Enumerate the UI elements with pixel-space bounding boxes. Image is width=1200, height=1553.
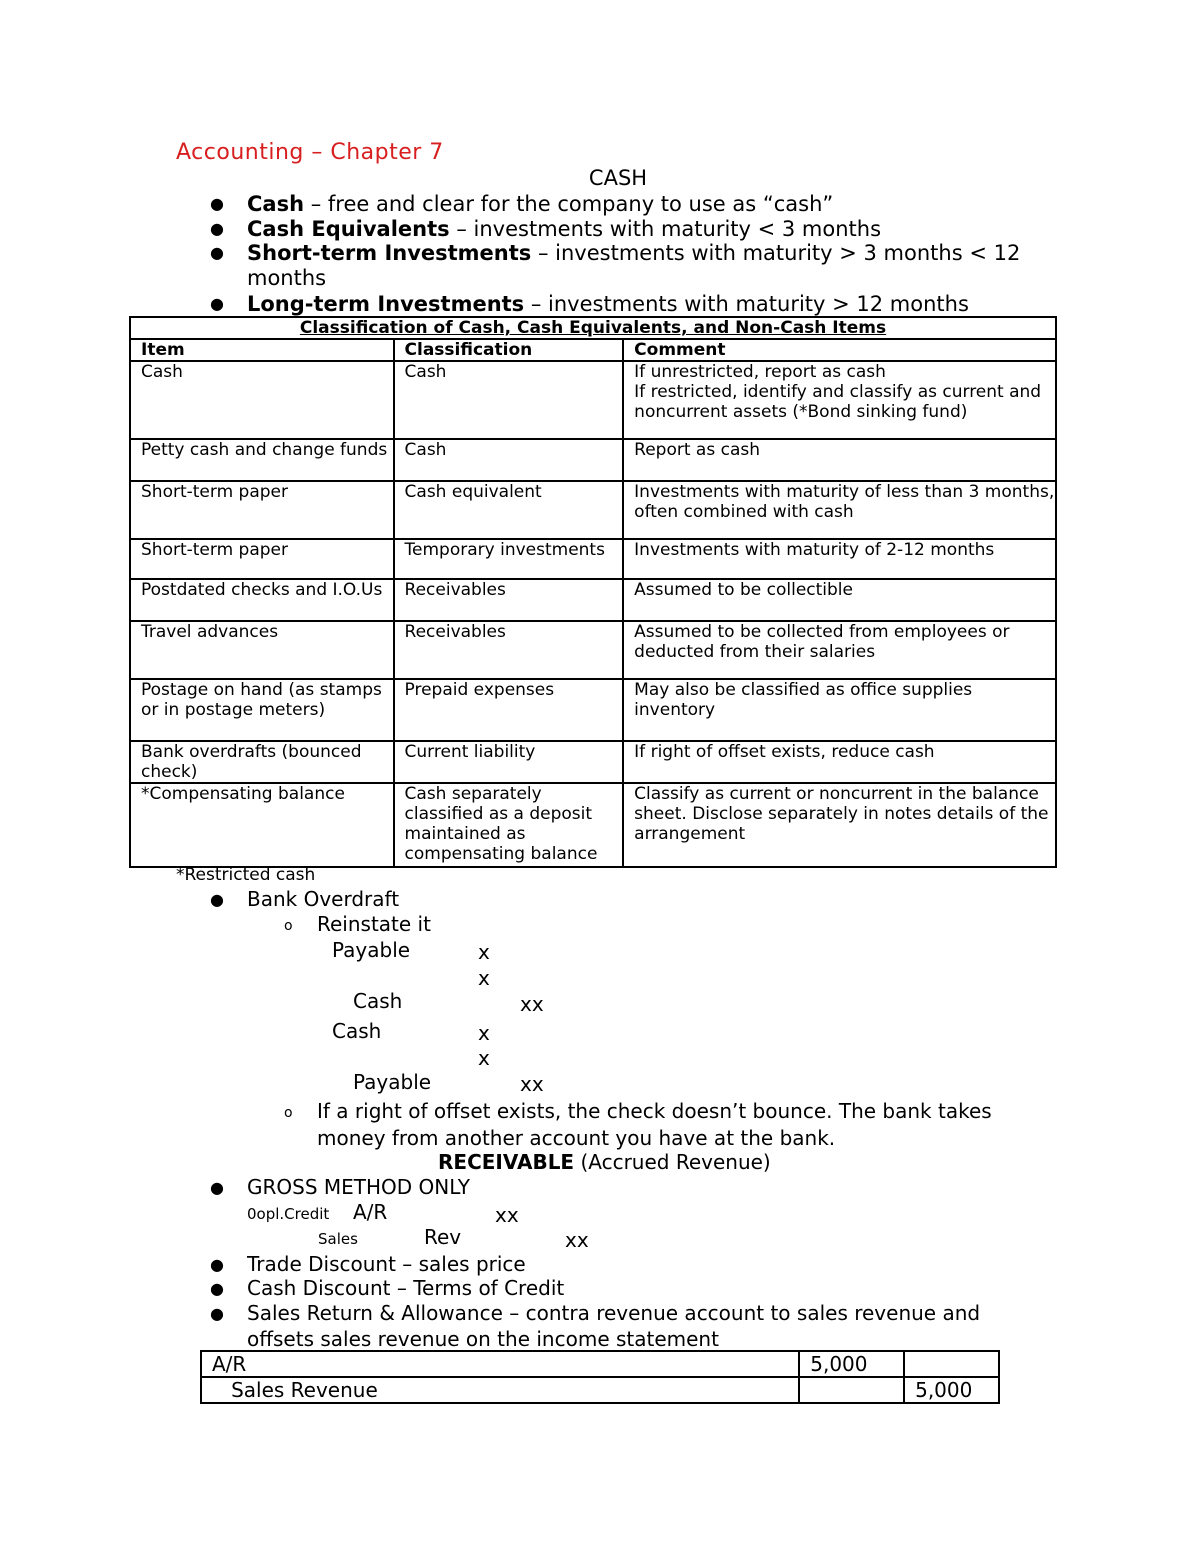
bullet-icon: ● bbox=[210, 1178, 224, 1197]
bullet-trade-discount: Trade Discount – sales price bbox=[247, 1252, 526, 1276]
table-row bbox=[130, 539, 1056, 579]
header-classification: Classification bbox=[394, 339, 624, 361]
table-row bbox=[130, 361, 1056, 439]
bullet-icon: ● bbox=[210, 1255, 224, 1274]
header-item: Item bbox=[130, 339, 394, 361]
entry2-credit: Payable bbox=[353, 1070, 432, 1094]
cell-classification: Prepaid expenses bbox=[394, 679, 624, 741]
bullet-short-term-cont: months bbox=[247, 266, 327, 290]
table-caption: Classification of Cash, Cash Equivalents, and Non-Cash Items bbox=[130, 317, 1056, 339]
entry1-debit-amt: x bbox=[478, 940, 490, 964]
je-account: A/R bbox=[201, 1351, 799, 1377]
restricted-note: *Restricted cash bbox=[176, 865, 316, 885]
cell-item: Postage on hand (as stamps or in postage meters) bbox=[130, 679, 394, 741]
cell-item: Short-term paper bbox=[130, 539, 394, 579]
bullet-sales-return-cont: offsets sales revenue on the income statement bbox=[247, 1327, 719, 1351]
table-row bbox=[130, 741, 1056, 783]
je-credit bbox=[904, 1351, 999, 1377]
cell-item: Postdated checks and I.O.Us bbox=[130, 579, 394, 621]
cell-classification: Receivables bbox=[394, 621, 624, 679]
cell-item: Petty cash and change funds bbox=[130, 439, 394, 481]
overdraft-sub2-line1: If a right of offset exists, the check doesn’t bounce. The bank takes bbox=[317, 1099, 992, 1123]
bullet-short-term: Short-term Investments – investments with maturity > 3 months < 12 bbox=[247, 241, 1021, 265]
cell-comment: Assumed to be collectible bbox=[623, 579, 1056, 621]
table-row bbox=[130, 579, 1056, 621]
je-account: Sales Revenue bbox=[201, 1377, 799, 1403]
cash-heading: CASH bbox=[588, 166, 648, 190]
classification-table bbox=[129, 316, 1057, 868]
overdraft-sub1: Reinstate it bbox=[317, 912, 431, 936]
receivable-heading: RECEIVABLE (Accrued Revenue) bbox=[438, 1150, 771, 1174]
cell-classification: Cash bbox=[394, 361, 624, 439]
bullet-icon: ● bbox=[210, 294, 224, 313]
entry2-debit-amt: x bbox=[478, 1021, 490, 1045]
cell-item: Bank overdrafts (bounced check) bbox=[130, 741, 394, 783]
cell-comment: May also be classified as office supplies inventory bbox=[623, 679, 1056, 741]
je-credit: 5,000 bbox=[904, 1377, 999, 1403]
cell-classification: Cash separately classified as a deposit maintained as compensating balance bbox=[394, 783, 624, 867]
sub-bullet-icon: o bbox=[284, 1105, 293, 1121]
cell-classification: Receivables bbox=[394, 579, 624, 621]
table-row bbox=[130, 439, 1056, 481]
cell-item: Travel advances bbox=[130, 621, 394, 679]
bullet-icon: ● bbox=[210, 1304, 224, 1323]
bullet-sales-return: Sales Return & Allowance – contra revenue account to sales revenue and bbox=[247, 1301, 981, 1325]
entry1-credit-amt: xx bbox=[520, 992, 544, 1016]
je-label-sales: Sales bbox=[318, 1230, 358, 1248]
cell-comment: Assumed to be collected from employees or deducted from their salaries bbox=[623, 621, 1056, 679]
overdraft-sub2-line2: money from another account you have at the bank. bbox=[317, 1126, 836, 1150]
cell-comment: Investments with maturity of less than 3 months, often combined with cash bbox=[623, 481, 1056, 539]
je-debit bbox=[799, 1377, 904, 1403]
entry1-debit-amt: x bbox=[478, 966, 490, 990]
bullet-icon: ● bbox=[210, 219, 224, 238]
table-row bbox=[201, 1377, 999, 1403]
bullet-cash-equivalents: Cash Equivalents – investments with maturity < 3 months bbox=[247, 217, 882, 241]
cell-classification: Cash bbox=[394, 439, 624, 481]
cell-comment: Investments with maturity of 2-12 months bbox=[623, 539, 1056, 579]
je-debit-amount: xx bbox=[495, 1203, 519, 1227]
cell-comment: If right of offset exists, reduce cash bbox=[623, 741, 1056, 783]
je-credit-amount: xx bbox=[565, 1228, 589, 1252]
table-row bbox=[130, 621, 1056, 679]
bullet-icon: ● bbox=[210, 194, 224, 213]
cell-comment: If unrestricted, report as cash If restricted, identify and classify as current and noncurrent assets (*Bond sinking fund) bbox=[623, 361, 1056, 439]
je-credit-account: Rev bbox=[424, 1225, 462, 1249]
entry1-debit: Payable bbox=[332, 938, 411, 962]
cell-comment: Classify as current or noncurrent in the balance sheet. Disclose separately in notes details of the arrangement bbox=[623, 783, 1056, 867]
cell-item: Cash bbox=[130, 361, 394, 439]
journal-entry-table bbox=[200, 1350, 1000, 1404]
sub-bullet-icon: o bbox=[284, 918, 293, 934]
entry2-debit: Cash bbox=[332, 1019, 382, 1043]
je-debit-account: A/R bbox=[353, 1200, 388, 1224]
cell-classification: Cash equivalent bbox=[394, 481, 624, 539]
bullet-icon: ● bbox=[210, 1279, 224, 1298]
cell-item: Short-term paper bbox=[130, 481, 394, 539]
table-header-row bbox=[130, 339, 1056, 361]
cell-comment: Report as cash bbox=[623, 439, 1056, 481]
je-debit: 5,000 bbox=[799, 1351, 904, 1377]
bullet-icon: ● bbox=[210, 890, 224, 909]
cell-classification: Temporary investments bbox=[394, 539, 624, 579]
table-row bbox=[130, 783, 1056, 867]
entry2-debit-amt: x bbox=[478, 1046, 490, 1070]
bullet-icon: ● bbox=[210, 243, 224, 262]
page-title: Accounting – Chapter 7 bbox=[176, 140, 444, 165]
entry1-credit: Cash bbox=[353, 989, 403, 1013]
header-comment: Comment bbox=[623, 339, 1056, 361]
bullet-long-term: Long-term Investments – investments with maturity > 12 months bbox=[247, 292, 969, 316]
gross-method: GROSS METHOD ONLY bbox=[247, 1175, 470, 1199]
table-row bbox=[130, 481, 1056, 539]
entry2-credit-amt: xx bbox=[520, 1072, 544, 1096]
overdraft-bullet: Bank Overdraft bbox=[247, 887, 400, 911]
bullet-cash: Cash – free and clear for the company to use as “cash” bbox=[247, 192, 834, 216]
table-row bbox=[201, 1351, 999, 1377]
je-label-credit: 0opl.Credit bbox=[247, 1205, 330, 1223]
table-row bbox=[130, 679, 1056, 741]
cell-classification: Current liability bbox=[394, 741, 624, 783]
cell-item: *Compensating balance bbox=[130, 783, 394, 867]
bullet-cash-discount: Cash Discount – Terms of Credit bbox=[247, 1276, 565, 1300]
